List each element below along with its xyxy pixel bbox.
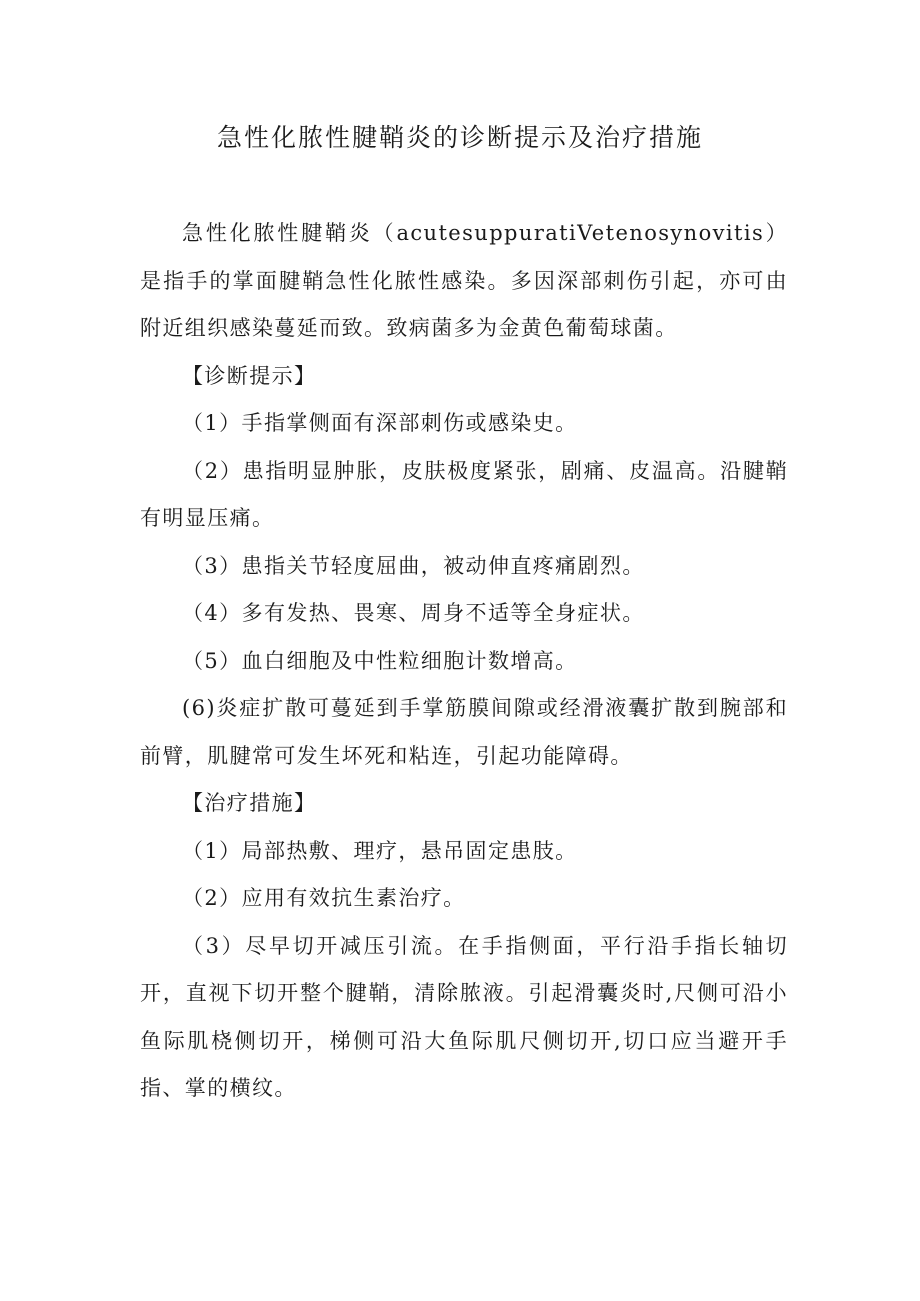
document-title: 急性化脓性腱鞘炎的诊断提示及治疗措施 <box>216 123 703 152</box>
diagnosis-item-5: （5）血白细胞及中性粒细胞计数增高。 <box>182 648 578 673</box>
diagnosis-item-2: （2）患指明显肿胀，皮肤极度紧张，剧痛、皮温高。沿腱鞘有明显压痛。 <box>140 458 788 530</box>
intro-paragraph: 急性化脓性腱鞘炎（acutesuppuratiVetenosynovitis）是指手的掌面腱鞘急性化脓性感染。多因深部刺伤引起，亦可由附近组织感染蔓延而致。致病菌多为金黄色葡萄球菌。 <box>140 221 788 340</box>
document-body <box>140 210 788 1113</box>
diagnosis-item-3: （3）患指关节轻度屈曲，被动伸直疼痛剧烈。 <box>182 553 645 578</box>
diagnosis-heading: 【诊断提示】 <box>182 363 317 388</box>
diagnosis-item-1: （1）手指掌侧面有深部刺伤或感染史。 <box>182 411 578 435</box>
diagnosis-item-4: （4）多有发热、畏寒、周身不适等全身症状。 <box>182 601 645 625</box>
diagnosis-item-6: (6)炎症扩散可蔓延到手掌筋膜间隙或经滑液囊扩散到腕部和前臂，肌腱常可发生坏死和粘连，引起功能障碍。 <box>140 696 788 768</box>
treatment-item-3: （3）尽早切开减压引流。在手指侧面，平行沿手指长轴切开，直视下切开整个腱鞘，清除脓液。引起滑囊炎时,尺侧可沿小鱼际肌桡侧切开，梯侧可沿大鱼际肌尺侧切开,切口应当避开手指、掌的横纹。 <box>140 933 788 1100</box>
treatment-heading: 【治疗措施】 <box>182 791 317 815</box>
treatment-item-1: （1）局部热敷、理疗，悬吊固定患肢。 <box>182 838 578 863</box>
treatment-item-2: （2）应用有效抗生素治疗。 <box>182 886 466 910</box>
